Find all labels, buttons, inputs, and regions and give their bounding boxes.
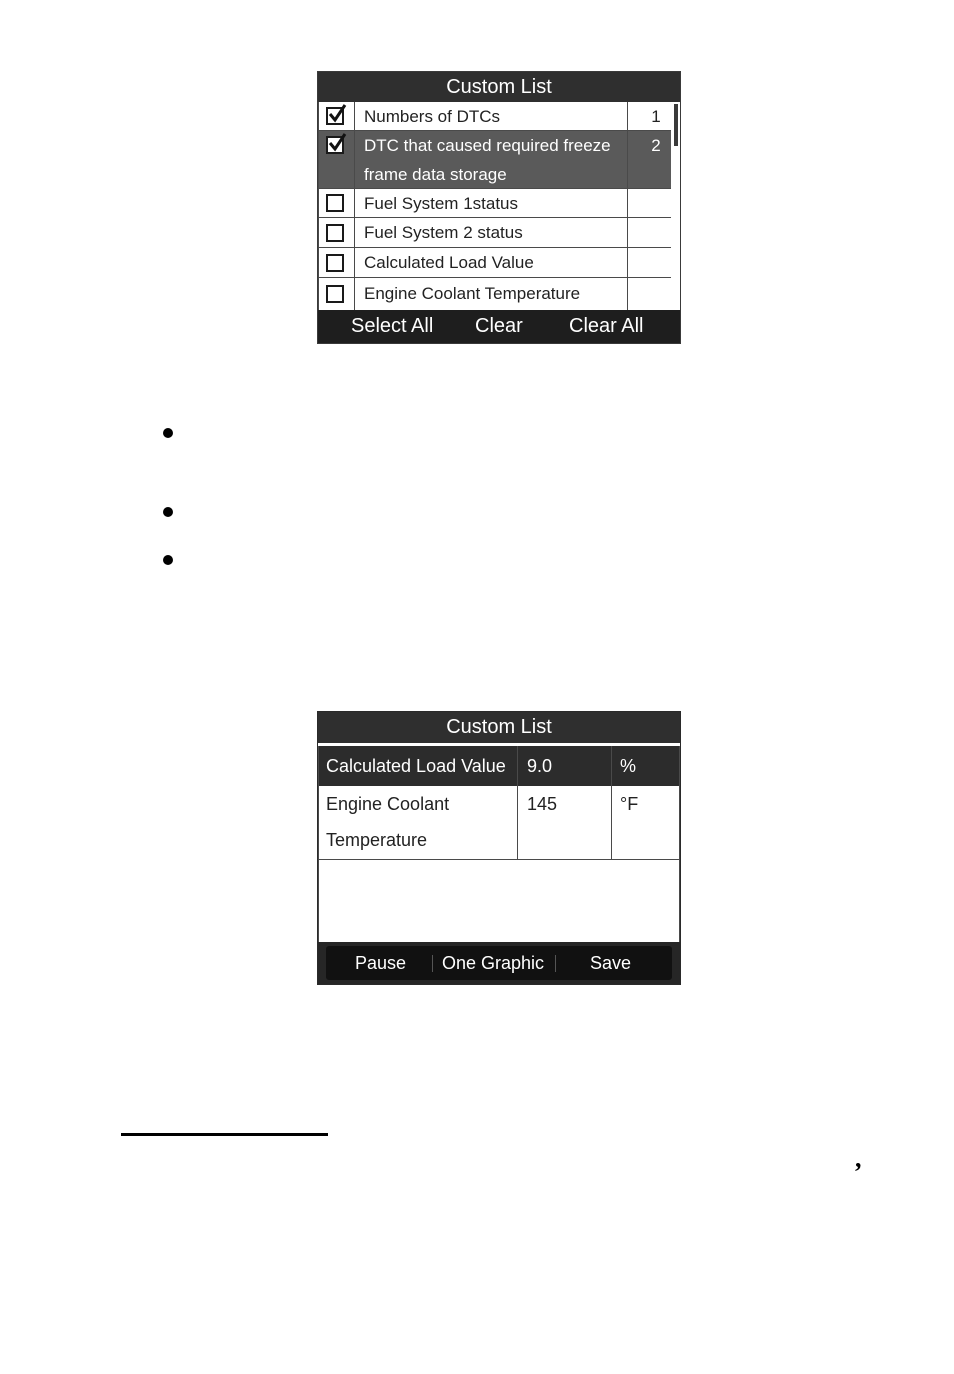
button-divider [555, 955, 556, 972]
list-item[interactable] [318, 218, 671, 248]
pause-button[interactable]: Pause [355, 946, 406, 980]
pid-name-line1: Engine Coolant [326, 794, 450, 814]
custom-list-select-screen [318, 72, 680, 343]
clear-button[interactable]: Clear [475, 310, 523, 343]
bullet-point [163, 507, 173, 517]
list-item[interactable] [318, 248, 671, 278]
pid-list [318, 102, 680, 310]
select-all-button[interactable]: Select All [351, 310, 433, 343]
checkbox-unchecked[interactable] [326, 194, 344, 212]
button-divider [432, 955, 433, 972]
scrollbar-thumb[interactable] [674, 104, 678, 146]
pid-name: Calculated Load Value [326, 756, 506, 776]
function-bar [318, 942, 680, 984]
screen-title: Custom List [318, 712, 680, 743]
pid-unit: % [620, 756, 637, 776]
one-graphic-button[interactable]: One Graphic [442, 946, 544, 980]
list-item-label: Fuel System 1status [364, 194, 519, 213]
list-item-label: Numbers of DTCs [364, 107, 501, 126]
list-item-label-line2: frame data storage [364, 165, 507, 184]
list-item-label: Engine Coolant Temperature [364, 284, 581, 303]
comma-mark: , [855, 1144, 862, 1173]
checkbox-unchecked[interactable] [326, 254, 344, 272]
column-divider [517, 746, 518, 860]
column-divider [611, 746, 612, 860]
heading-underline [121, 1133, 328, 1136]
save-button[interactable]: Save [590, 946, 631, 980]
column-divider [318, 102, 319, 310]
list-item-label: Calculated Load Value [364, 253, 534, 272]
frame-border-right [679, 746, 680, 942]
pid-unit: °F [620, 794, 639, 814]
list-item[interactable] [318, 278, 671, 310]
function-bar-inner [326, 946, 672, 980]
list-item[interactable] [318, 189, 671, 218]
custom-list-data-screen [318, 712, 680, 984]
bullet-point [163, 555, 173, 565]
checkbox-unchecked[interactable] [326, 285, 344, 303]
data-row[interactable] [318, 786, 680, 860]
pid-value: 9.0 [527, 756, 553, 776]
data-row-selected[interactable] [318, 746, 680, 786]
checkmark-icon [326, 103, 348, 125]
checkbox-checked[interactable] [326, 136, 344, 154]
checkbox-checked[interactable] [326, 107, 344, 125]
pid-value: 145 [527, 794, 558, 814]
screen-title: Custom List [318, 72, 680, 102]
clear-all-button[interactable]: Clear All [569, 310, 643, 343]
list-item-selected[interactable] [318, 131, 671, 189]
frame-border-left [318, 746, 319, 942]
bullet-point [163, 428, 173, 438]
list-item-number: 2 [651, 136, 661, 155]
column-divider [354, 102, 355, 310]
list-item-number: 1 [651, 107, 661, 126]
column-divider [627, 102, 628, 310]
function-bar [318, 310, 680, 343]
checkmark-icon [326, 132, 348, 154]
list-item-label: Fuel System 2 status [364, 223, 523, 242]
list-item[interactable] [318, 102, 671, 131]
pid-name-line2: Temperature [326, 830, 428, 850]
checkbox-unchecked[interactable] [326, 224, 344, 242]
list-item-label-line1: DTC that caused required freeze [364, 136, 611, 155]
